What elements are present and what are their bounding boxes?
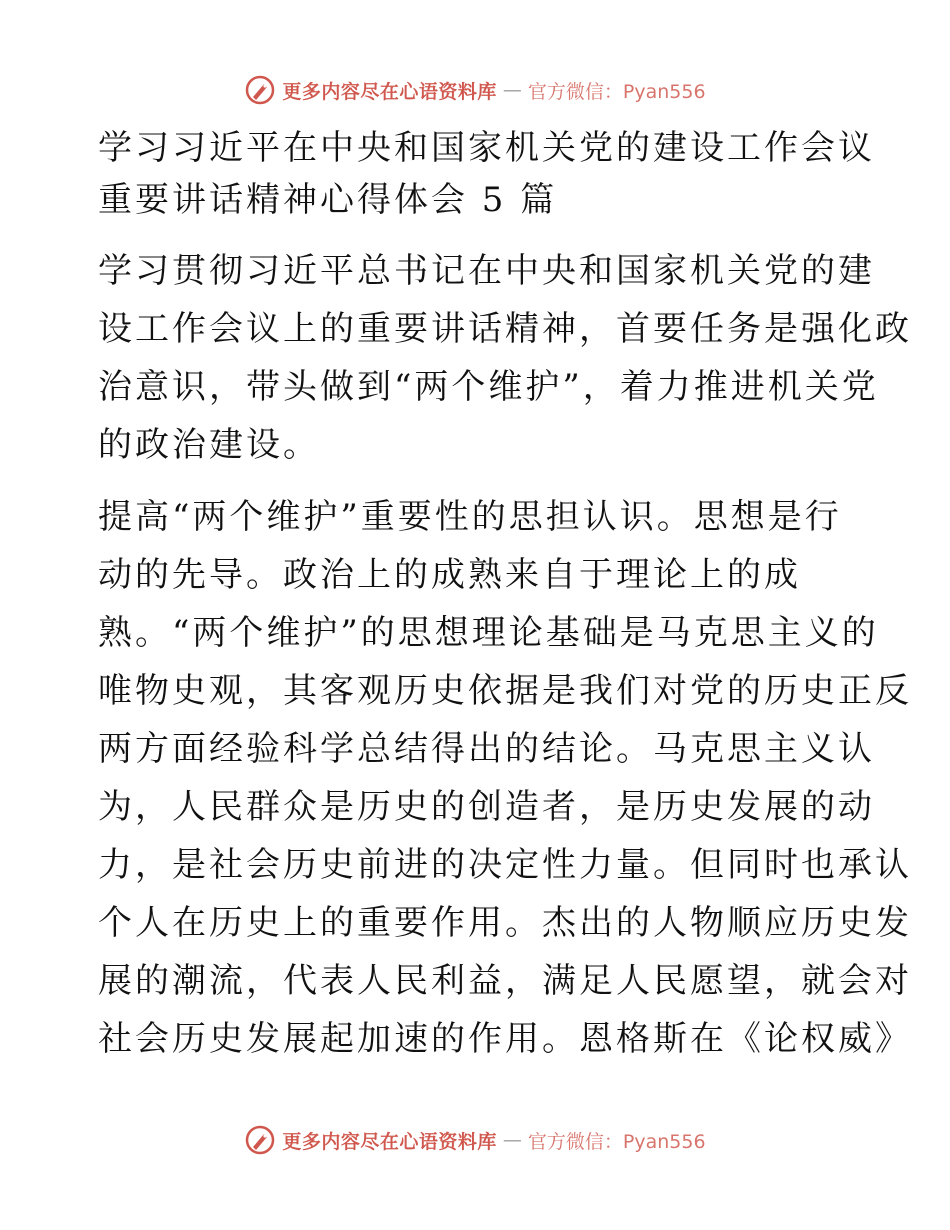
paragraph-line: 治意识，带头做到“两个维护”，着力推进机关党 [98,367,879,407]
paragraph-line: 动的先导。政治上的成熟来自于理论上的成 [98,555,801,595]
watermark-separator: — [502,79,522,101]
watermark-site-text: 更多内容尽在心语资料库 [282,80,497,103]
document-body [98,122,912,1082]
paragraph-line: 个人在历史上的重要作用。杰出的人物顺应历史发 [98,903,912,943]
pen-nib-circle-icon [244,1124,276,1156]
watermark-contact-text: 官方微信：Pyan556 [527,1130,706,1153]
pen-nib-circle-icon [244,74,276,106]
document-title [98,122,875,226]
paragraph-line: 力，是社会历史前进的决定性力量。但同时也承认 [98,845,912,885]
watermark-footer [0,1120,950,1160]
paragraph-line: 为，人民群众是历史的创造者，是历史发展的动 [98,787,875,827]
title-line: 重要讲话精神心得体会 5 篇 [98,180,558,220]
paragraph-line: 唯物史观，其客观历史依据是我们对党的历史正反 [98,671,912,711]
watermark-separator: — [502,1129,522,1151]
paragraph-line: 两方面经验科学总结得出的结论。马克思主义认 [98,729,875,769]
title-line: 学习习近平在中央和国家机关党的建设工作会议 [98,128,875,168]
paragraph-line: 提高“两个维护”重要性的思担认识。思想是行 [98,497,842,537]
paragraph-line: 的政治建设。 [98,425,320,465]
paragraph-line: 展的潮流，代表人民利益，满足人民愿望，就会对 [98,961,912,1001]
paragraph-line: 设工作会议上的重要讲话精神，首要任务是强化政 [98,309,912,349]
watermark-site-text: 更多内容尽在心语资料库 [282,1130,497,1153]
watermark-header [0,70,950,110]
paragraph-line: 学习贯彻习近平总书记在中央和国家机关党的建 [98,251,875,291]
paragraph-2 [98,488,912,1068]
paragraph-1 [98,242,912,474]
paragraph-line: 社会历史发展起加速的作用。恩格斯在《论权威》 [98,1019,912,1059]
watermark-contact-text: 官方微信：Pyan556 [527,80,706,103]
paragraph-line: 熟。“两个维护”的思想理论基础是马克思主义的 [98,613,879,653]
